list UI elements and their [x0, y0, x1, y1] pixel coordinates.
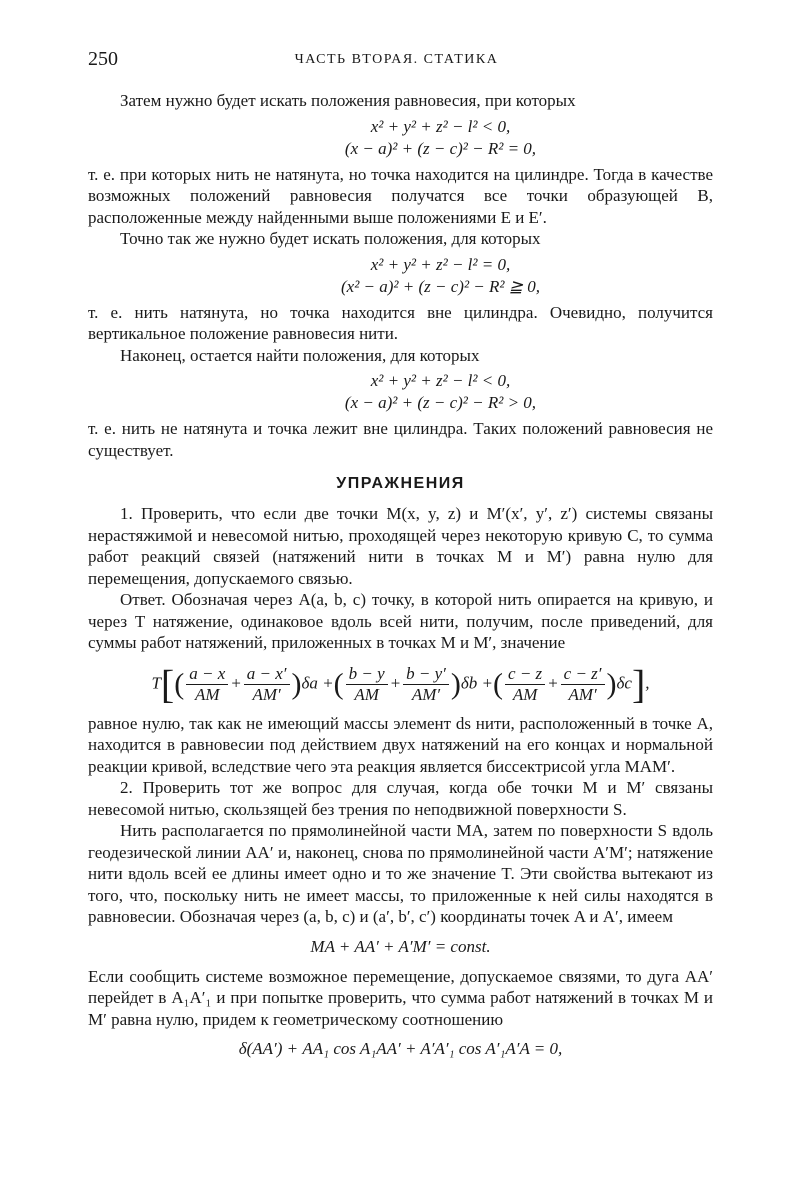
- paragraph: т. е. нить не натянута и точка лежит вне цилиндра. Таких положений равновесия не существует.: [88, 419, 713, 460]
- paragraph: Затем нужно будет искать положения равновесия, при которых: [120, 91, 576, 110]
- equation-group: [88, 370, 713, 414]
- paragraph: равное нулю, так как не имеющий массы элемент ds нити, расположенный в точке A, находится в равновесии под действием двух натяжений на его концах и нормальной реакции кривой, вследствие чего эта реакция является биссектрисой угла MAM′.: [88, 713, 713, 776]
- equation: x² + y² + z² − l² < 0,: [370, 371, 511, 390]
- equation-group: [88, 254, 713, 298]
- equation: MA + AA′ + A′M′ = const.: [310, 936, 491, 956]
- paragraph: т. е. нить натянута, но точка находится вне цилиндра. Очевидно, получится вертикальное положение равновесия нити.: [88, 302, 713, 343]
- exercise-1: 1. Проверить, что если две точки M(x, y, z) и M′(x′, y′, z′) системы связаны нерастяжимой и невесомой нитью, проходящей через некоторую кривую C, то сумма работ реакций связей (натяжений нити в точках M и M′) равна нулю для перемещения, допускаемого связью.: [88, 504, 713, 588]
- equation: (x² − a)² + (z − c)² − R² ≧ 0,: [340, 276, 540, 296]
- equation: x² + y² + z² − l² < 0,: [370, 116, 511, 136]
- tension-symbol: T: [151, 672, 161, 692]
- equation: (x − a)² + (z − c)² − R² > 0,: [344, 393, 537, 412]
- page-number: 250: [88, 48, 118, 70]
- paragraph: Если сообщить системе возможное перемещение, допускаемое связями, то дуга AA′ перейдет в A₁A′₁ и при попытке проверить, что сумма работ натяжений в точках M и M′ равна нулю, придем к геометрическому соотношению: [88, 966, 713, 1029]
- fraction: $\frac{c - z'}{AM'}$: [561, 664, 605, 705]
- text-column: [88, 90, 713, 1068]
- running-head: ЧАСТЬ ВТОРАЯ. СТАТИКА: [294, 52, 499, 67]
- fraction: $\frac{b - y}{AM}$: [346, 664, 388, 705]
- exercise-2: 2. Проверить тот же вопрос для случая, когда обе точки M и M′ связаны невесомой нитью, скользящей без трения по неподвижной поверхности S.: [88, 778, 713, 819]
- equation: δ(AA′) + AA₁ cos A₁AA′ + A′A′₁ cos A′₁A′A = 0,: [238, 1039, 563, 1058]
- answer-1: Ответ. Обозначая через A(a, b, c) точку, в которой нить опирается на кривую, и через T натяжение, одинаковое вдоль всей нити, получим, после приведений, для суммы работ натяжений, приложенных в точках M и M′, значение: [88, 590, 713, 652]
- fraction: $\frac{a - x'}{AM'}$: [244, 664, 290, 705]
- answer-2: Нить располагается по прямолинейной части MA, затем по поверхности S вдоль геодезической линии AA′ и, наконец, снова по прямолинейной части A′M′; натяжение нити вдоль всей ее длины имеет одно и то же значение T. Эти свойства вытекают из того, что, поскольку нить не имеет массы, то приложенные к ней силы находятся в равновесии. Обозначая через (a, b, c) и (a′, b′, c′) координаты точек A и A′, имеем: [88, 821, 713, 926]
- section-heading: УПРАЖНЕНИЯ: [336, 475, 465, 492]
- fraction: $\frac{a - x}{AM}$: [186, 664, 228, 705]
- paragraph: Наконец, остается найти положения, для которых: [120, 345, 480, 365]
- paragraph: т. е. при которых нить не натянута, но точка находится на цилиндре. Тогда в качестве возможных положений равновесия получатся все точки образующей B, расположенные между найденными выше положениями E и E′.: [88, 164, 713, 227]
- paragraph: Точно так же нужно будет искать положения, для которых: [120, 229, 541, 248]
- fraction: $\frac{b - y'}{AM'}$: [403, 664, 449, 705]
- equation: (x − a)² + (z − c)² − R² = 0,: [344, 138, 537, 158]
- equation: x² + y² + z² − l² = 0,: [370, 254, 511, 274]
- fraction: $\frac{c - z}{AM}$: [505, 664, 545, 705]
- page-header: [88, 48, 705, 76]
- equation-group: [88, 116, 713, 160]
- work-equation: T[( $\frac{a - x}{AM}$ + $\frac{a - x'}{AM'}$ )δa +( $\frac{b - y}{AM}$ + $\frac{b - y'}{AM'}$ )δb +( $\frac{c - z}{AM}$ + $\frac{c - z'}{AM'}$ )δc],: [151, 661, 650, 706]
